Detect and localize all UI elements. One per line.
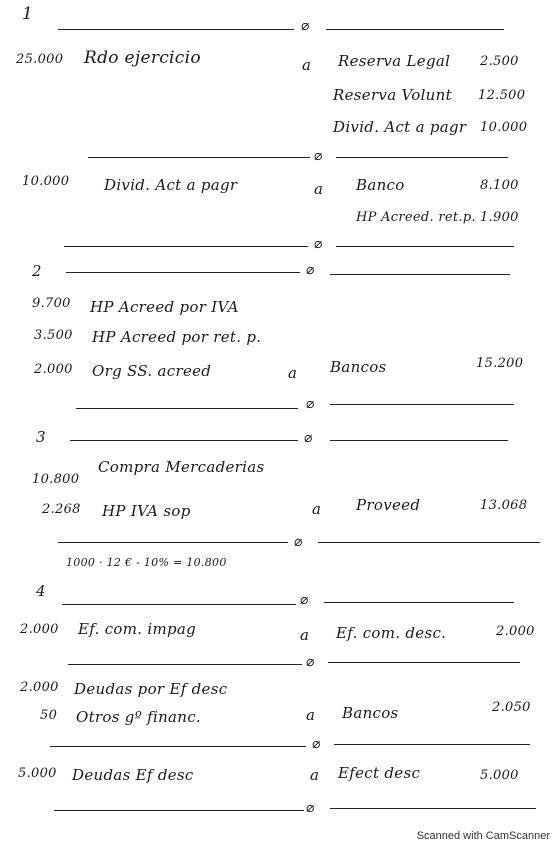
debit-amount: 2.000 xyxy=(20,680,59,695)
debit-account: Compra Mercaderias xyxy=(98,458,265,476)
journal-rule xyxy=(58,29,294,30)
debit-account: Rdo ejercicio xyxy=(84,48,201,68)
credit-amount: 12.500 xyxy=(478,88,526,103)
credit-account: Banco xyxy=(356,176,405,194)
credit-account: Proveed xyxy=(356,496,421,514)
credit-account: Divid. Act a pagr xyxy=(333,118,467,136)
debit-account: Deudas por Ef desc xyxy=(74,680,228,698)
debit-account: Org SS. acreed xyxy=(92,362,212,380)
journal-rule xyxy=(76,408,298,409)
connector-a: a xyxy=(310,766,320,784)
journal-rule xyxy=(318,542,540,543)
journal-separator-mark: ⌀ xyxy=(301,18,310,34)
entry-number-4: 4 xyxy=(36,582,46,600)
calculation-note: 1000 · 12 € - 10% = 10.800 xyxy=(66,556,227,569)
journal-separator-mark: ⌀ xyxy=(306,654,315,670)
journal-rule xyxy=(330,808,536,809)
credit-amount: 2.050 xyxy=(492,700,531,715)
journal-rule xyxy=(70,440,298,441)
journal-separator-mark: ⌀ xyxy=(306,396,315,412)
debit-account: Otros gº financ. xyxy=(76,708,201,726)
journal-rule xyxy=(330,404,514,405)
journal-rule xyxy=(66,272,300,273)
journal-separator-mark: ⌀ xyxy=(306,800,315,816)
credit-account: Bancos xyxy=(342,704,399,722)
credit-amount: 2.500 xyxy=(480,54,519,69)
debit-amount: 5.000 xyxy=(18,766,57,781)
debit-account: Deudas Ef desc xyxy=(72,766,194,784)
connector-a: a xyxy=(306,706,316,724)
journal-separator-mark: ⌀ xyxy=(312,736,321,752)
debit-amount: 9.700 xyxy=(32,296,71,311)
debit-account: HP Acreed por IVA xyxy=(90,298,239,316)
journal-rule xyxy=(64,246,308,247)
debit-account: HP IVA sop xyxy=(102,502,191,520)
connector-a: a xyxy=(300,626,310,644)
credit-amount: 15.200 xyxy=(476,356,524,371)
entry-number-2: 2 xyxy=(32,262,42,280)
credit-amount: 5.000 xyxy=(480,768,519,783)
journal-separator-mark: ⌀ xyxy=(314,236,323,252)
credit-amount: 2.000 xyxy=(496,624,535,639)
debit-amount: 50 xyxy=(40,708,58,723)
credit-account: Reserva Volunt xyxy=(333,86,452,104)
journal-separator-mark: ⌀ xyxy=(304,430,313,446)
journal-rule xyxy=(50,746,306,747)
debit-account: Ef. com. impag xyxy=(78,620,197,638)
credit-amount: 13.068 xyxy=(480,498,528,513)
credit-account: Ef. com. desc. xyxy=(336,624,447,642)
credit-amount: 1.900 xyxy=(480,210,519,225)
journal-rule xyxy=(324,602,514,603)
journal-rule xyxy=(334,744,530,745)
debit-amount: 2.000 xyxy=(34,362,73,377)
debit-amount: 10.000 xyxy=(22,174,70,189)
credit-account: Efect desc xyxy=(338,764,421,782)
journal-separator-mark: ⌀ xyxy=(306,262,315,278)
journal-rule xyxy=(326,29,504,30)
journal-rule xyxy=(336,246,514,247)
journal-rule xyxy=(336,157,508,158)
connector-a: a xyxy=(312,500,322,518)
debit-account: HP Acreed por ret. p. xyxy=(92,328,262,346)
journal-rule xyxy=(330,274,510,275)
entry-number-3: 3 xyxy=(36,428,46,446)
journal-separator-mark: ⌀ xyxy=(314,148,323,164)
debit-amount: 2.000 xyxy=(20,622,59,637)
journal-rule xyxy=(328,662,520,663)
connector-a: a xyxy=(302,56,312,74)
debit-amount: 10.800 xyxy=(32,472,80,487)
credit-account: HP Acreed. ret.p. xyxy=(356,210,476,225)
journal-rule xyxy=(58,542,288,543)
debit-amount: 3.500 xyxy=(34,328,73,343)
journal-separator-mark: ⌀ xyxy=(294,534,303,550)
debit-amount: 2.268 xyxy=(42,502,81,517)
connector-a: a xyxy=(288,364,298,382)
debit-account: Divid. Act a pagr xyxy=(104,176,238,194)
entry-number-1: 1 xyxy=(22,4,34,24)
connector-a: a xyxy=(314,180,324,198)
journal-separator-mark: ⌀ xyxy=(300,592,309,608)
journal-rule xyxy=(62,604,296,605)
journal-rule xyxy=(330,440,508,441)
credit-amount: 8.100 xyxy=(480,178,519,193)
journal-rule xyxy=(54,810,304,811)
credit-account: Bancos xyxy=(330,358,387,376)
debit-amount: 25.000 xyxy=(16,52,64,67)
journal-rule xyxy=(68,664,302,665)
credit-amount: 10.000 xyxy=(480,120,528,135)
journal-rule xyxy=(88,157,310,158)
scanner-watermark: Scanned with CamScanner xyxy=(416,830,550,842)
credit-account: Reserva Legal xyxy=(338,52,451,70)
